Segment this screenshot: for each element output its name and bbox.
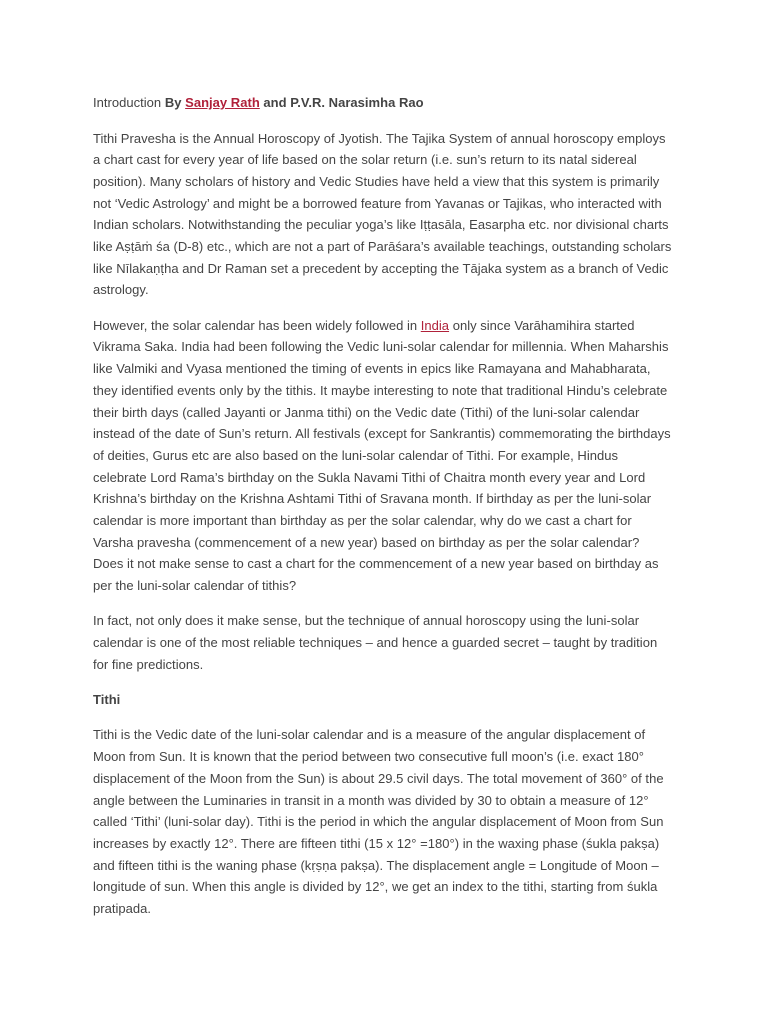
paragraph-tithi-definition: Tithi is the Vedic date of the luni-solar calendar and is a measure of the angular displacement of Moon from Sun. It is known that the period between two consecutive full moon’s (i.e. exact 180° displacement of the Moon from the Sun) is about 29.5 civil days. The total movement of 360° of the angle between the Luminaries in transit in a month was divided by 30 to obtain a measure of 12° called ‘Tithi’ (luni-solar day). Tithi is the period in which the angular displacement of Moon from Sun increases by exactly 12°. There are fifteen tithi (15 x 12° =180°) in the waxing phase (śukla pakṣa) and fifteen tithi is the waning phase (kṛṣṇa pakṣa). The displacement angle = Longitude of Moon – longitude of sun. When this angle is divided by 12°, we get an index to the tithi, starting from śukla pratipada. bbox=[93, 727, 664, 917]
article-body bbox=[93, 92, 673, 933]
paragraph-solar-calendar-rest: only since Varāhamihira started Vikrama Saka. India had been following the Vedic luni-solar calendar for millennia. When Maharshis like Valmiki and Vyasa mentioned the timing of events in epics like Ramayana and Mahabharata, they identified events only by the tithis. It maybe interesting to note that traditional Hindu’s celebrate their birth days (called Jayanti or Janma tithi) on the Vedic date (Tithi) of the luni-solar calendar instead of the date of Sun’s return. All festivals (except for Sankrantis) commemorating the birthdays of deities, Gurus etc are also based on the luni-solar calendar of Tithi. For example, Hindus celebrate Lord Rama’s birthday on the Sukla Navami Tithi of Chaitra month every year and Lord Krishna’s birthday on the Krishna Ashtami Tithi of Sravana month. If birthday as per the luni-solar calendar is more important than birthday as per the solar calendar, why do we cast a chart for Varsha pravesha (commencement of a new year) based on birthday as per the solar calendar? Does it not make sense to cast a chart for the commencement of a new year based on birthday as per the luni-solar calendar of tithis? bbox=[93, 317, 671, 594]
second-author: and P.V.R. Narasimha Rao bbox=[263, 95, 424, 110]
paragraph-solar-calendar bbox=[93, 315, 673, 597]
paragraph-technique: In fact, not only does it make sense, but the technique of annual horoscopy using the luni-solar calendar is one of the most reliable techniques – and hence a guarded secret – taught by tradition for fine predictions. bbox=[93, 613, 658, 672]
author-link-sanjay-rath[interactable]: Sanjay Rath bbox=[185, 95, 260, 110]
paragraph-solar-calendar-start: However, the solar calendar has been widely followed in bbox=[93, 317, 421, 333]
byline bbox=[93, 92, 673, 114]
section-heading-tithi: Tithi bbox=[93, 692, 121, 708]
by-label: By bbox=[164, 95, 182, 110]
intro-label: Introduction bbox=[93, 95, 162, 110]
paragraph-tithi-pravesha: Tithi Pravesha is the Annual Horoscopy of Jyotish. The Tajika System of annual horoscopy employs a chart cast for every year of life based on the solar return (i.e. sun’s return to its natal sidereal position). Many scholars of history and Vedic Studies have held a view that this system is primarily not ‘Vedic Astrology’ and might be a borrowed feature from Yavanas or Tajikas, who interacted with Indian scholars. Notwithstanding the peculiar yoga’s like Iṭṭasāla, Easarpha etc. nor divisional charts like Aṣṭāṁ śa (D-8) etc., which are not a part of Parāśara’s available teachings, outstanding scholars like Nīlakaṇṭha and Dr Raman set a precedent by accepting the Tājaka system as a branch of Vedic astrology. bbox=[93, 130, 672, 298]
india-link[interactable]: India bbox=[420, 317, 450, 333]
